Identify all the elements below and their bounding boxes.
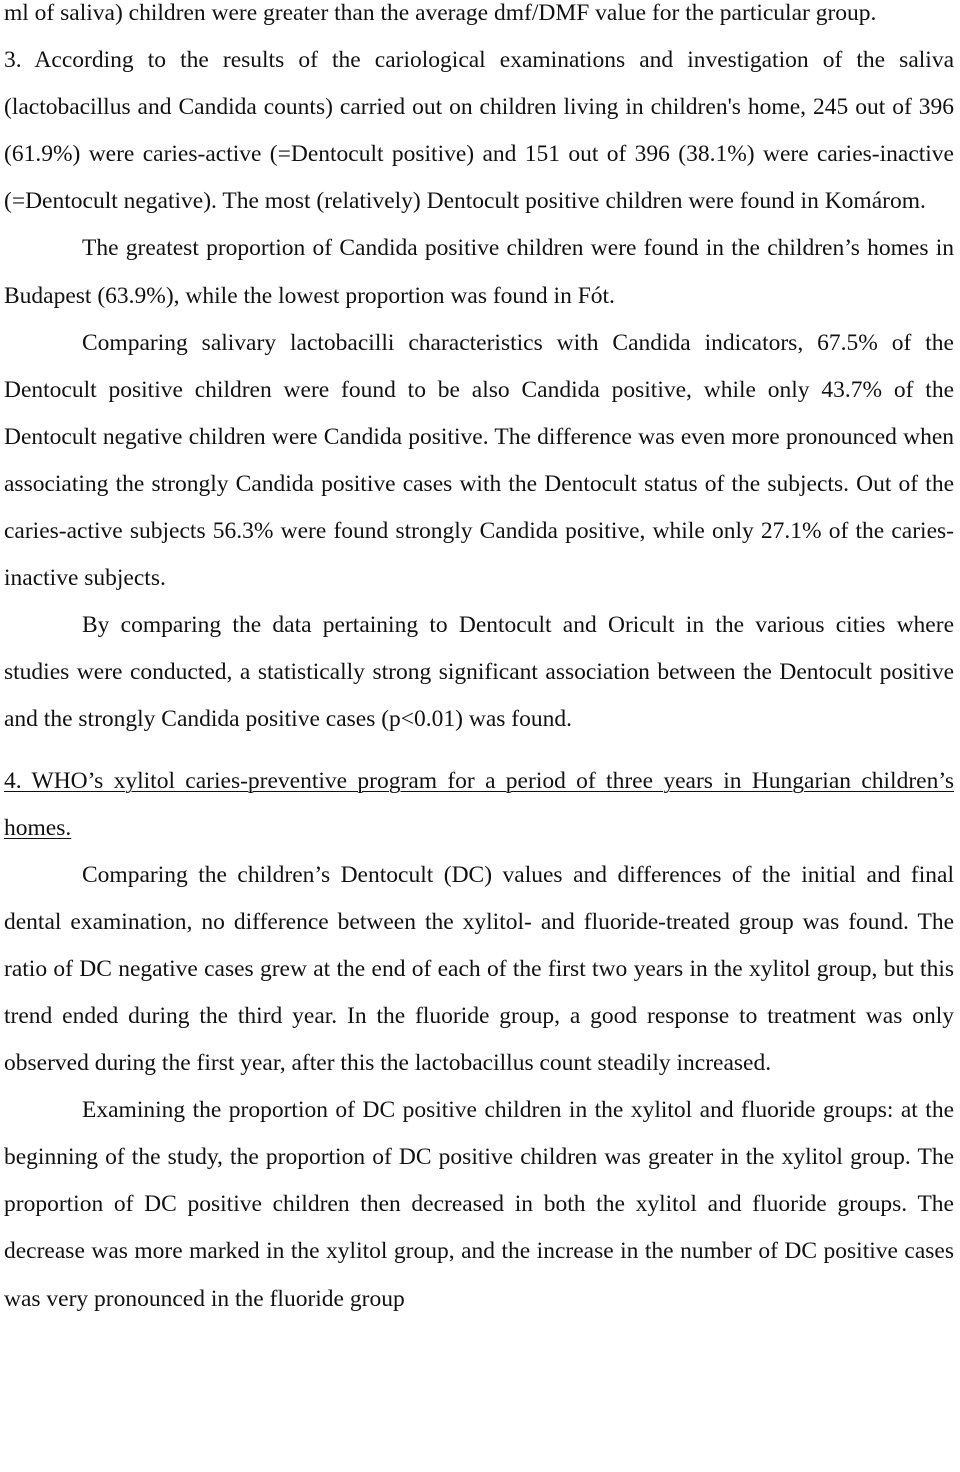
section-heading-4: 4. WHO’s xylitol caries-preventive program for a period of three years in Hungarian children’s homes. bbox=[4, 767, 954, 841]
paragraph-candida-proportion: The greatest proportion of Candida positive children were found in the children’s homes in Budapest (63.9%), while the lowest proportion was found in Fót. bbox=[4, 235, 954, 309]
paragraph-dc-values: Comparing the children’s Dentocult (DC) values and differences of the initial and final dental examination, no difference between the xylitol- and fluoride-treated group was found. The ratio of DC negative cases grew at the end of each of the first two years in the xylitol group, but this trend ended during the third year. In the fluoride group, a good response to treatment was only observed during the first year, after this the lactobacillus count steadily increased. bbox=[4, 861, 954, 1077]
paragraph-dc-positive-proportion: Examining the proportion of DC positive children in the xylitol and fluoride groups: at the beginning of the study, the proportion of DC positive children was greater in the xylitol group. The proportion of DC positive children then decreased in both the xylitol and fluoride groups. The decrease was more marked in the xylitol group, and the increase in the number of DC positive cases was very pronounced in the fluoride group bbox=[4, 1097, 954, 1312]
paragraph-continuation: ml of saliva) children were greater than the average dmf/DMF value for the particular group. bbox=[4, 0, 877, 26]
paragraph-finding-3: 3. According to the results of the cariological examinations and investigation of the saliva (lactobacillus and Candida counts) carried out on children living in children's home, 245 out of 396 (61.9%) were caries-active (=Dentocult positive) and 151 out of 396 (38.1%) were caries-inactive (=Dentocult negative). The most (relatively) Dentocult positive children were found in Komárom. bbox=[4, 47, 954, 215]
paragraph-lactobacilli-comparison: Comparing salivary lactobacilli characteristics with Candida indicators, 67.5% of the Dentocult positive children were found to be also Candida positive, while only 43.7% of the Dentocult negative children were Candida positive. The difference was even more pronounced when associating the strongly Candida positive cases with the Dentocult status of the subjects. Out of the caries-active subjects 56.3% were found strongly Candida positive, while only 27.1% of the caries-inactive subjects. bbox=[4, 329, 954, 592]
paragraph-dentocult-oricult: By comparing the data pertaining to Dentocult and Oricult in the various cities where studies were conducted, a statistically strong significant association between the Dentocult positive and the strongly Candida positive cases (p<0.01) was found. bbox=[4, 612, 954, 733]
